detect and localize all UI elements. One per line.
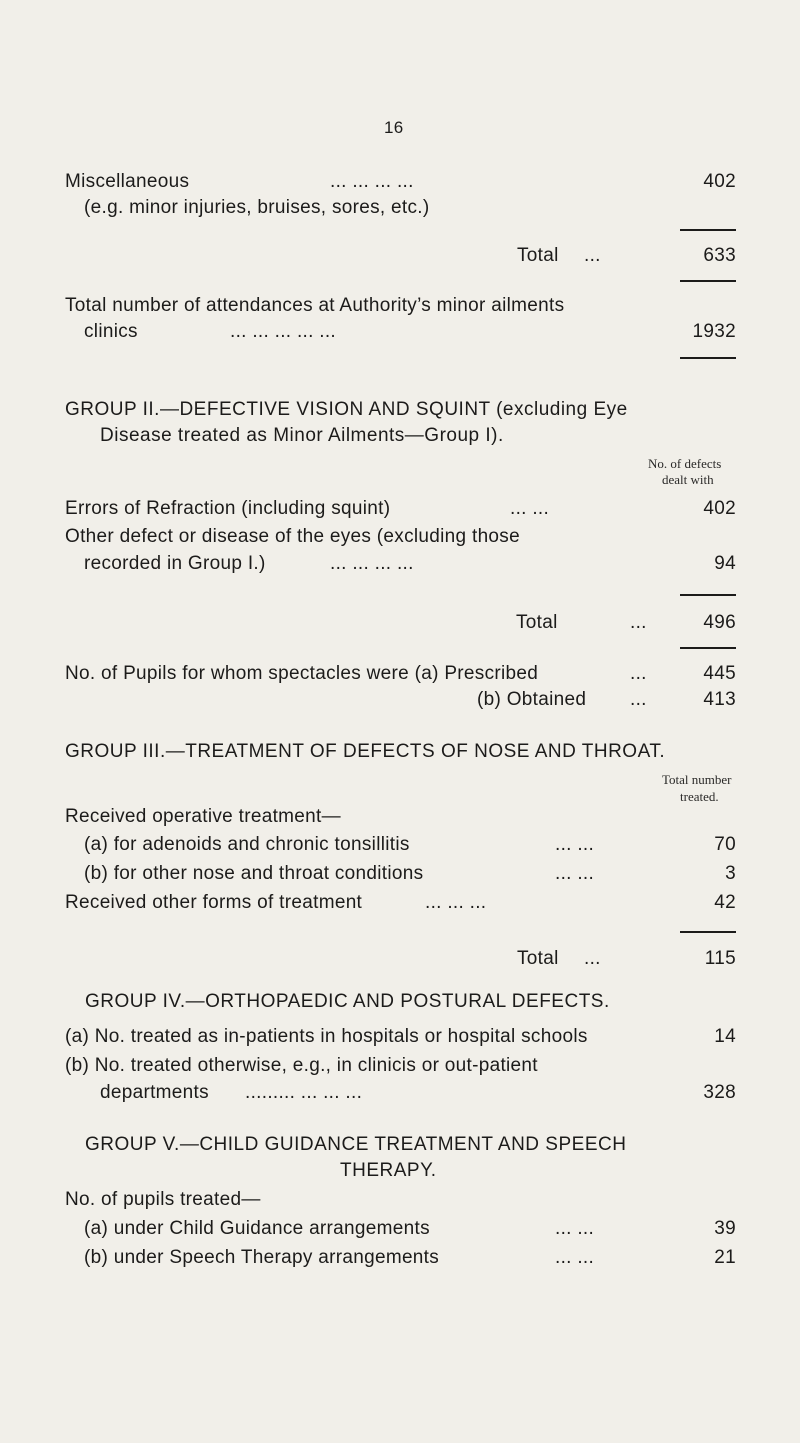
group3-total-label: Total	[517, 948, 559, 969]
spectacles-obtained-value: 413	[703, 689, 736, 710]
refraction-value: 402	[703, 498, 736, 519]
inpatients-value: 14	[714, 1026, 736, 1047]
group3-total-leader: ...	[584, 948, 601, 969]
group2-column-header-line1: No. of defects	[648, 456, 722, 471]
misc-leader: ... ... ... ...	[330, 171, 414, 192]
otherwise-leader: ......... ... ... ...	[245, 1082, 363, 1103]
divider-line	[680, 229, 736, 231]
child-guidance-leader: ... ...	[555, 1218, 595, 1239]
other-eye-defect-leader: ... ... ... ...	[330, 553, 414, 574]
misc-label: Miscellaneous	[65, 171, 190, 192]
group3-total-value: 115	[704, 948, 736, 969]
child-guidance-value: 39	[714, 1218, 736, 1239]
spectacles-obtained-leader: ...	[630, 689, 647, 710]
otherwise-label-line2: departments	[100, 1082, 209, 1103]
refraction-label: Errors of Refraction (including squint)	[65, 498, 391, 519]
divider-line	[680, 647, 736, 649]
other-forms-label: Received other forms of treatment	[65, 892, 363, 913]
total-value: 633	[703, 245, 736, 266]
group3-heading: GROUP III.—TREATMENT OF DEFECTS OF NOSE AND THROAT.	[65, 741, 666, 762]
group2-heading-line2: Disease treated as Minor Ailments—Group I).	[100, 425, 504, 446]
adenoids-value: 70	[714, 834, 736, 855]
spectacles-prescribed-leader: ...	[630, 663, 647, 684]
divider-line	[680, 931, 736, 933]
speech-therapy-leader: ... ...	[555, 1247, 595, 1268]
group5-heading-line2: THERAPY.	[340, 1160, 437, 1181]
group4-heading: GROUP IV.—ORTHOPAEDIC AND POSTURAL DEFECTS.	[85, 991, 610, 1012]
refraction-leader: ... ...	[510, 498, 550, 519]
other-forms-leader: ... ... ...	[425, 892, 487, 913]
attendances-label-line2: clinics	[84, 321, 138, 342]
group3-column-header-line1: Total number	[662, 772, 732, 787]
spectacles-obtained-label: (b) Obtained	[477, 689, 587, 710]
divider-line	[680, 280, 736, 282]
other-eye-defect-value: 94	[714, 553, 736, 574]
attendances-label-line1: Total number of attendances at Authority’s minor ailments	[65, 295, 565, 316]
divider-line	[680, 594, 736, 596]
spectacles-prescribed-value: 445	[703, 663, 736, 684]
group2-total-label: Total	[516, 612, 558, 633]
attendances-value: 1932	[692, 321, 736, 342]
group5-heading-line1: GROUP V.—CHILD GUIDANCE TREATMENT AND SPEECH	[85, 1134, 627, 1155]
attendances-leader: ... ... ... ... ...	[230, 321, 336, 342]
page-number: 16	[384, 118, 404, 137]
divider-line	[680, 357, 736, 359]
misc-value: 402	[703, 171, 736, 192]
other-nose-throat-label: (b) for other nose and throat conditions	[84, 863, 424, 884]
child-guidance-label: (a) under Child Guidance arrangements	[84, 1218, 430, 1239]
group2-total-value: 496	[703, 612, 736, 633]
otherwise-value: 328	[703, 1082, 736, 1103]
misc-note: (e.g. minor injuries, bruises, sores, etc.)	[84, 197, 430, 218]
operative-treatment-label: Received operative treatment—	[65, 806, 341, 827]
other-forms-value: 42	[714, 892, 736, 913]
group2-column-header-line2: dealt with	[662, 472, 714, 487]
pupils-treated-label: No. of pupils treated—	[65, 1189, 261, 1210]
spectacles-prescribed-label: No. of Pupils for whom spectacles were (a) Prescribed	[65, 663, 539, 684]
group2-total-leader: ...	[630, 612, 647, 633]
other-nose-throat-leader: ... ...	[555, 863, 595, 884]
other-eye-defect-line2: recorded in Group I.)	[84, 553, 266, 574]
total-label: Total	[517, 245, 559, 266]
total-leader: ...	[584, 245, 601, 266]
adenoids-label: (a) for adenoids and chronic tonsillitis	[84, 834, 410, 855]
adenoids-leader: ... ...	[555, 834, 595, 855]
otherwise-label-line1: (b) No. treated otherwise, e.g., in clinicis or out-patient	[65, 1055, 538, 1076]
group3-column-header-line2: treated.	[680, 789, 719, 804]
other-eye-defect-line1: Other defect or disease of the eyes (excluding those	[65, 526, 520, 547]
speech-therapy-label: (b) under Speech Therapy arrangements	[84, 1247, 440, 1268]
other-nose-throat-value: 3	[725, 863, 736, 884]
speech-therapy-value: 21	[714, 1247, 736, 1268]
inpatients-label: (a) No. treated as in-patients in hospitals or hospital schools	[65, 1026, 588, 1047]
group2-heading-line1: GROUP II.—DEFECTIVE VISION AND SQUINT (excluding Eye	[65, 399, 628, 420]
